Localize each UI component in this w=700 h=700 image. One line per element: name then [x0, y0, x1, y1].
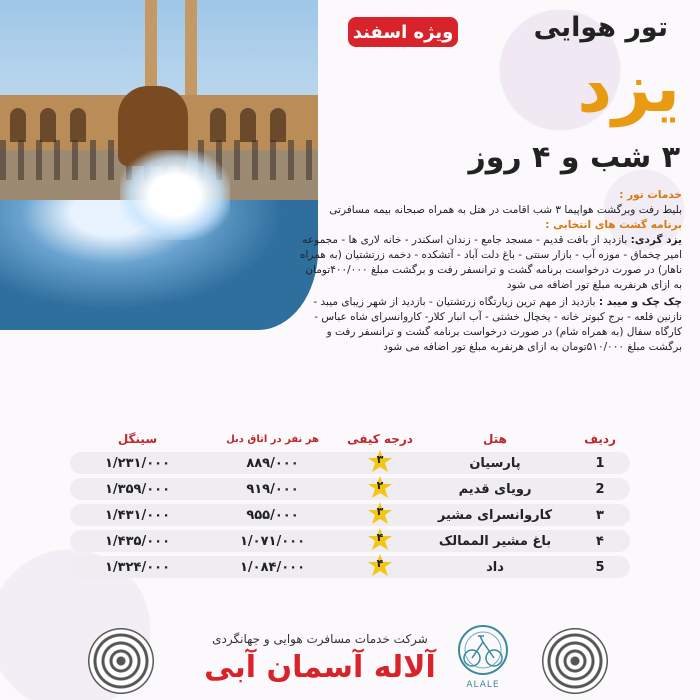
grade-cell — [340, 554, 420, 580]
star-icon — [367, 554, 393, 576]
yazd-tour-text: بازدید از بافت قدیم - مسجد جامع - زندان اسکندر - خانه لاری ها - مجموعه امیر چخماق - موزه آب - بازار سنتی - باغ دلت آباد - آتشکده - دخمه زرتشتیان (به همراه ناهار) در صورت درخواست برنامه گشت و ترانسفر رفت و برگشت مبلغ ۴۰۰/۰۰۰تومان به ازای هرنفربه مبلغ تور اضافه می شود — [299, 234, 682, 291]
logo-text: ALALE — [466, 680, 500, 690]
star-icon — [367, 450, 393, 472]
special-offer-badge: ویژه اسفند — [348, 17, 458, 47]
grade-cell — [340, 528, 420, 554]
single-price: ۱/۴۳۵/۰۰۰ — [104, 533, 171, 549]
chak-tour-text: بازدید از مهم ترین زیارتگاه زرتشتیان - بازدید از شهر زیبای میبد - نازنین قلعه - برج کبوتر خانه - یخچال خشتی - آب انبار کلار- کاروانسرای شاه عباس - کارگاه سفال (به همراه شام) در صورت درخواست برنامه گشت و ترانسفر رفت و برگشت مبلغ ۵۱۰/۰۰۰تومان به ازای هرنفربه مبلغ تور اضافه می شود — [313, 296, 682, 353]
header-row-number: ردیف — [584, 432, 616, 446]
header-hotel: هتل — [483, 432, 507, 446]
services-title: خدمات تور : — [619, 189, 682, 201]
row-number: 1 — [595, 455, 605, 471]
row-number: 5 — [595, 559, 605, 575]
price-table — [70, 430, 630, 578]
star-icon — [367, 502, 393, 524]
header-double: هر نفر در اتاق دبل — [226, 433, 319, 445]
star-icon — [367, 476, 393, 498]
left-mandala-ornament — [88, 628, 154, 694]
row-number: 2 — [595, 481, 605, 497]
hotel-grade: ۴ — [376, 531, 384, 544]
yazd-photo — [0, 0, 318, 330]
tour-description — [300, 188, 682, 355]
hotel-name: کاروانسرای مشیر — [437, 507, 553, 523]
yazd-tour-label: یزد گردی: — [630, 234, 682, 246]
header-single: سینگل — [117, 432, 158, 446]
double-price: ۱/۰۸۴/۰۰۰ — [239, 559, 306, 575]
services-text: بلیط رفت وبرگشت هواپیما ۳ شب اقامت در هتل به همراه صبحانه بیمه مسافرتی — [329, 204, 682, 216]
table-row — [70, 452, 630, 474]
table-row — [70, 478, 630, 500]
grade-cell — [340, 450, 420, 476]
hotel-name: پارسیان — [469, 455, 521, 471]
company-name: آلاله آسمان آبی — [204, 650, 436, 685]
company-subtitle: شرکت خدمات مسافرت هوایی و جهانگردی — [212, 632, 428, 646]
double-price: ۹۵۵/۰۰۰ — [246, 507, 299, 523]
table-header — [70, 430, 630, 448]
row-number: ۳ — [596, 507, 604, 523]
table-row — [70, 556, 630, 578]
destination-city: یزد — [577, 49, 680, 128]
right-mandala-ornament — [542, 628, 608, 694]
row-number: ۴ — [596, 533, 604, 549]
grade-cell — [340, 476, 420, 502]
tour-duration: ۳ شب و ۴ روز — [468, 140, 680, 175]
program-title: برنامه گشت های انتخابی : — [545, 219, 682, 231]
tour-type-title: تور هوایی — [533, 12, 668, 43]
double-price: ۸۸۹/۰۰۰ — [246, 455, 299, 471]
header-grade: درجه کیفی — [347, 432, 413, 446]
hotel-grade: ۲ — [376, 479, 384, 492]
hotel-grade: ۳ — [376, 453, 384, 466]
double-price: ۱/۰۷۱/۰۰۰ — [239, 533, 306, 549]
yazd-tour-paragraph — [300, 233, 682, 293]
chak-tour-label: چک چک و میبد : — [598, 296, 682, 308]
hotel-grade: ۴ — [376, 557, 384, 570]
hotel-name: باغ مشیر الممالک — [438, 533, 552, 549]
table-row — [70, 504, 630, 526]
single-price: ۱/۲۳۱/۰۰۰ — [104, 455, 171, 471]
single-price: ۱/۴۳۱/۰۰۰ — [104, 507, 171, 523]
grade-cell — [340, 502, 420, 528]
hotel-name: رویای قدیم — [458, 481, 532, 497]
table-row — [70, 530, 630, 552]
single-price: ۱/۳۵۹/۰۰۰ — [104, 481, 171, 497]
chak-tour-paragraph — [300, 295, 682, 355]
double-price: ۹۱۹/۰۰۰ — [246, 481, 299, 497]
star-icon — [367, 528, 393, 550]
single-price: ۱/۳۲۴/۰۰۰ — [104, 559, 171, 575]
hotel-grade: ۳ — [376, 505, 384, 518]
hotel-name: داد — [486, 559, 504, 575]
